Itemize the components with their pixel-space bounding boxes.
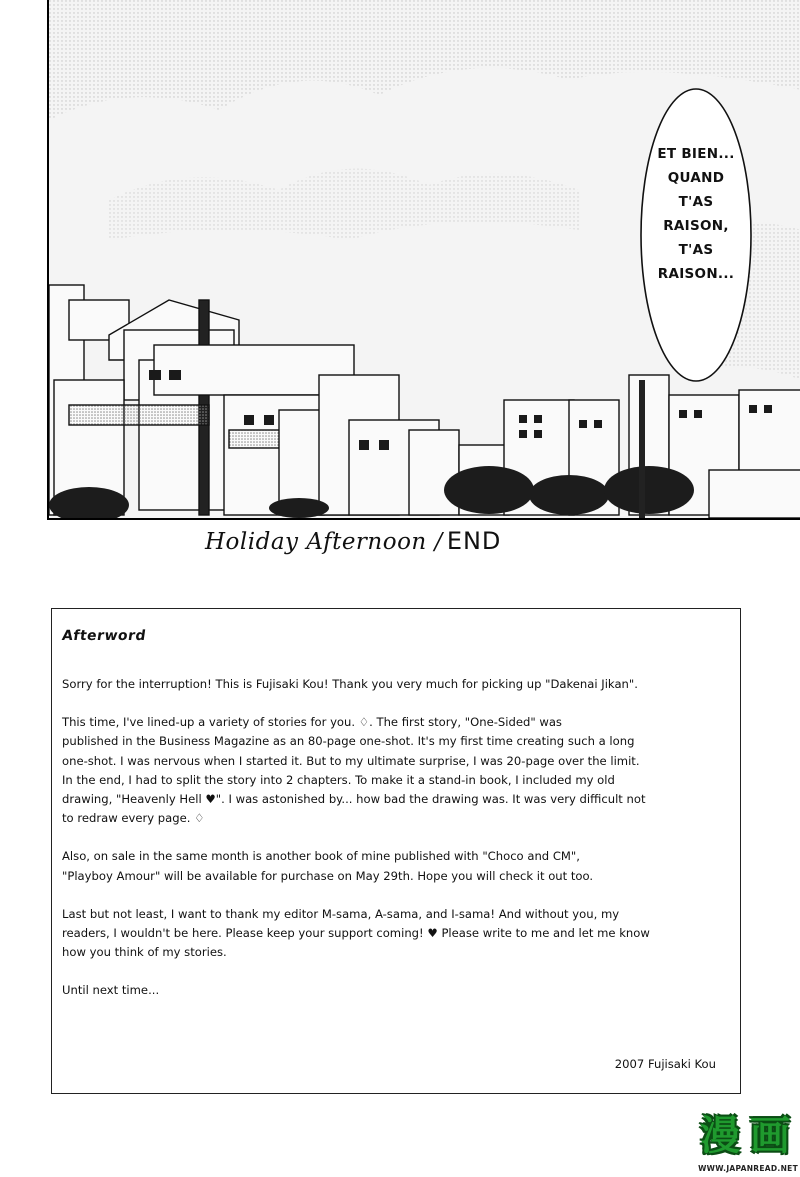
end-label: END — [446, 527, 502, 555]
watermark-logo — [692, 1112, 798, 1176]
speech-bubble — [637, 85, 755, 385]
paragraph-line: readers, I wouldn't be here. Please keep your support coming! ♥ Please write to me and let me know — [62, 926, 650, 941]
afterword-paragraph — [62, 847, 730, 885]
paragraph-line: Until next time... — [62, 983, 160, 998]
afterword-body — [62, 675, 730, 1001]
bubble-line: ET BIEN... — [657, 146, 735, 162]
watermark-kanji-char: 漫 — [700, 1113, 740, 1159]
paragraph-line: Sorry for the interruption! This is Fujisaki Kou! Thank you very much for picking up "Dakenai Jikan". — [62, 677, 638, 691]
paragraph-line: Last but not least, I want to thank my editor M-sama, A-sama, and I-sama! And without you, my — [62, 906, 620, 921]
watermark-kanji — [696, 1112, 794, 1160]
bubble-line: T'AS — [678, 194, 714, 210]
paragraph-line: "Playboy Amour" will be available for purchase on May 29th. Hope you will check it out too. — [62, 868, 594, 883]
paragraph-line: This time, I've lined-up a variety of stories for you. ♢. The first story, "One-Sided" was — [62, 715, 562, 730]
afterword-paragraph — [62, 905, 730, 963]
watermark-kanji-char: 画 — [750, 1113, 790, 1159]
paragraph-line: drawing, "Heavenly Hell ♥". I was astonished by... how bad the drawing was. It was very difficult not — [62, 792, 646, 807]
manga-panel — [47, 0, 800, 520]
bubble-line: RAISON, — [663, 218, 729, 234]
paragraph-line: Also, on sale in the same month is another book of mine published with "Choco and CM", — [62, 849, 580, 864]
watermark-url: WWW.JAPANREAD.NET — [698, 1164, 798, 1173]
paragraph-line: published in the Business Magazine as an 80-page one-shot. It's my first time creating such a long — [62, 734, 635, 749]
afterword-paragraph — [62, 713, 730, 828]
afterword-box — [51, 608, 741, 1094]
afterword-paragraph — [62, 981, 730, 1000]
story-end-title — [205, 527, 565, 561]
afterword-heading: Afterword — [60, 628, 148, 644]
bubble-line: RAISON... — [657, 266, 735, 282]
afterword-paragraph — [62, 675, 730, 694]
story-title-text: Holiday Afternoon / — [205, 529, 443, 555]
bubble-line: QUAND — [667, 170, 725, 186]
paragraph-line: to redraw every page. ♢ — [62, 811, 205, 826]
bubble-line: T'AS — [678, 242, 714, 258]
paragraph-line: one-shot. I was nervous when I started it. But to my ultimate surprise, I was 20-page over the limit. — [62, 753, 640, 768]
paragraph-line: how you think of my stories. — [62, 945, 227, 960]
paragraph-line: In the end, I had to split the story into 2 chapters. To make it a stand-in book, I included my old — [62, 772, 615, 787]
speech-bubble-text — [657, 142, 734, 286]
author-signature: 2007 Fujisaki Kou — [614, 1057, 716, 1071]
